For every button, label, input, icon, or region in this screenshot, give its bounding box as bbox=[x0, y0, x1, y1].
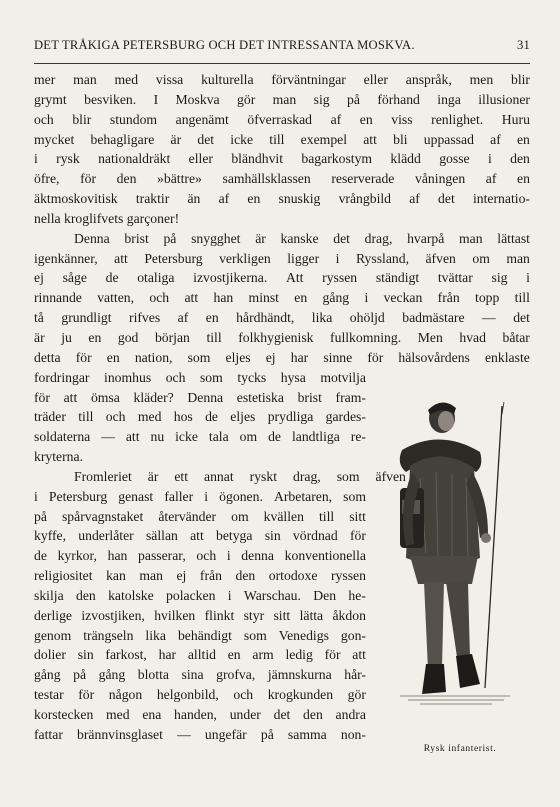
text-line: öfre, för den »bättre» samhällsklassen reserverade våningen af en bbox=[34, 171, 530, 187]
text-line: grymt besviken. I Moskva gör man sig på förhand inga illusioner bbox=[34, 91, 530, 107]
text-line: genom trängseln lika behändigt som Venedigs gon- bbox=[34, 627, 366, 643]
text-line: testar för någon helgonbild, och krogkunden gör bbox=[34, 687, 366, 703]
header-rule bbox=[34, 63, 530, 64]
text-line: är ju en god början till folkhygienisk fullkomning. Men hvad båtar bbox=[34, 329, 530, 345]
text-line: fordringar inomhus och som tycks hysa motvilja bbox=[34, 369, 366, 385]
text-line: kryterna. bbox=[34, 449, 84, 465]
text-line: mycket behagligare är det icke till exempel att bli uppassad af en bbox=[34, 131, 530, 147]
text-line: i rysk nationaldräkt eller bländhvit bagarkostym klädd gosse i den bbox=[34, 151, 530, 167]
text-line: de kyrkor, han passerar, och i denna konventionella bbox=[34, 548, 366, 564]
text-line: mer man med vissa kulturella förväntningar eller anspråk, men blir bbox=[34, 72, 530, 87]
text-line: ej såge de otaliga izvostjikerna. Att ryssen ständigt tvättar sig i bbox=[34, 270, 530, 286]
text-line: religiositet kan man ej från den ortodoxe ryssen bbox=[34, 568, 366, 584]
text-line: dolier sin farkost, har alltid en arm ledig för att bbox=[34, 647, 366, 663]
text-line: soldaterna — att nu icke tala om de landtliga re- bbox=[34, 429, 366, 445]
text-line: igenkänner, att Petersburg verkligen ligger i Ryssland, äfven om man bbox=[34, 250, 530, 266]
text-line: nella kroglifvets garçoner! bbox=[34, 210, 180, 226]
text-line: fattar brännvinsglaset — ungefär på samma non- bbox=[34, 726, 366, 742]
page-number: 31 bbox=[517, 38, 530, 52]
text-line: tå grundligt rifves af en hårdhändt, lika ohöljd badmästare — det bbox=[34, 310, 530, 326]
text-line: skilja den katolske polacken i Warschau. Den he- bbox=[34, 587, 366, 603]
running-head-title: DET TRÅKIGA PETERSBURG OCH DET INTRESSANTA MOSKVA. bbox=[34, 38, 415, 52]
text-line: och blir stundom angenämt öfverraskad af en viss renlighet. Huru bbox=[34, 111, 530, 127]
text-line: derlige izvostjiken, hvilken flinkt styr sitt lätta åkdon bbox=[34, 607, 366, 623]
text-line: för att ömsa kläder? Denna estetiska brist fram- bbox=[34, 389, 366, 405]
text-line: kyffe, underlåter sällan att betyga sin vördnad för bbox=[34, 528, 366, 544]
text-line: korstecken med ena handen, under det den andra bbox=[34, 707, 366, 722]
text-line: i Petersburg genast faller i ögonen. Arbetaren, som bbox=[34, 488, 366, 504]
text-line: detta för en nation, som eljes ej har sinne för hälsovårdens enklaste bbox=[34, 349, 530, 365]
running-head bbox=[34, 38, 530, 53]
text-line: på spårvagnstaket återvänder om kvällen till sitt bbox=[34, 508, 366, 524]
text-line: Denna brist på snygghet är kanske det drag, hvarpå man lättast bbox=[74, 230, 530, 246]
text-line: äktmoskovitisk traktir än af en snuskig vrångbild af det internatio- bbox=[34, 191, 530, 207]
figure-caption: Rysk infanterist. bbox=[423, 744, 497, 754]
text-line: träder till och med hos de eljes prydliga gardes- bbox=[34, 409, 366, 425]
soldier-illustration bbox=[380, 388, 530, 718]
text-line: rinnande vatten, och att han minst en gång i veckan från topp till bbox=[34, 290, 530, 306]
text-line: Fromleriet är ett annat ryskt drag, som äfven bbox=[74, 468, 406, 484]
text-line: gång på gång blotta sina grofva, jämnskurna hår- bbox=[34, 667, 366, 683]
infantryman-engraving bbox=[380, 388, 530, 718]
